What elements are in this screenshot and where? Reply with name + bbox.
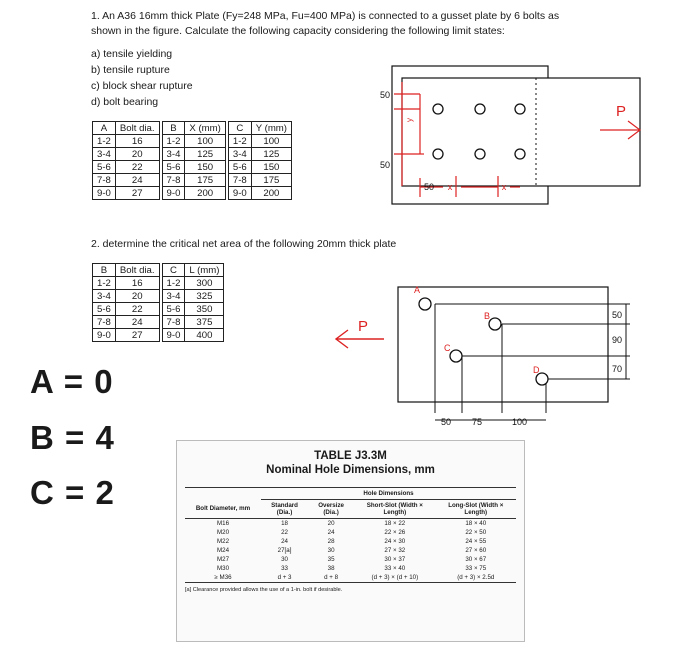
hole-dimensions-header: Hole Dimensions [261, 488, 516, 500]
problem2-cell: 3-4 [93, 290, 116, 303]
problem2-header-cell: L (mm) [185, 264, 224, 277]
problem2-row [93, 290, 224, 303]
aisc-table-row [185, 564, 516, 573]
bolt-hole-1 [433, 104, 443, 114]
problem1-cell: 5-6 [228, 161, 251, 174]
problem1-cell: 22 [115, 161, 159, 174]
aisc-table-title: TABLE J3.3M [314, 450, 387, 462]
problem1-cell: 5-6 [93, 161, 116, 174]
aisc-table-cell: 24 [327, 529, 335, 536]
problem1-cell: 175 [251, 174, 291, 187]
aisc-table-cell: (d + 3) × (d + 10) [371, 574, 419, 581]
problem2-cell: 400 [185, 329, 224, 342]
problem2-cell: 22 [115, 303, 159, 316]
problem1-header-cell: A [93, 122, 116, 135]
problem1-row [93, 148, 292, 161]
connected-plate [402, 78, 640, 186]
load-label-p1: P [615, 103, 627, 120]
aisc-table-cell: d + 3 [277, 574, 292, 581]
problem2-statement: 2. determine the critical net area of the following 20mm thick plate [91, 238, 397, 250]
problem2-cell: 375 [185, 316, 224, 329]
aisc-table-row [185, 537, 516, 546]
answer-a: A = 0 [30, 363, 114, 400]
aisc-table-cell: 28 [327, 538, 335, 545]
aisc-table-cell: 18 × 22 [384, 520, 406, 527]
dim-bottom: 50 [424, 182, 435, 192]
problem1-statement-line1: 1. An A36 16mm thick Plate (Fy=248 MPa, Fu=400 MPa) is connected to a gusset plate by 6 bolts as [91, 10, 560, 22]
problem1-cell: 150 [185, 161, 225, 174]
answer-c: C = 2 [30, 474, 115, 511]
problem1-cell: 175 [185, 174, 225, 187]
problem1-row [93, 161, 292, 174]
problem1-row [93, 135, 292, 148]
problem1-cell: 7-8 [93, 174, 116, 187]
aisc-table-cell: 18 × 40 [465, 520, 487, 527]
bottom-dim-2: 75 [472, 417, 483, 427]
aisc-table-row [185, 555, 516, 564]
aisc-table-subtitle: Nominal Hole Dimensions, mm [266, 464, 435, 476]
aisc-table-cell: ≥ M36 [214, 574, 232, 581]
aisc-table-cell: 30 [327, 547, 335, 554]
aisc-table-cell: M27 [216, 556, 230, 563]
aisc-table-cell: 33 × 75 [465, 565, 487, 572]
aisc-table-row [185, 573, 516, 583]
problem1-cell: 200 [251, 187, 291, 200]
problem1-table [92, 121, 292, 200]
right-dim-2: 90 [612, 335, 623, 345]
bolt-hole-2 [475, 104, 485, 114]
problem2-cell: 325 [185, 290, 224, 303]
problem1-cell: 1-2 [162, 135, 185, 148]
bolt-hole-4 [433, 149, 443, 159]
aisc-table-cell: M16 [216, 520, 230, 527]
problem1-cell: 16 [115, 135, 159, 148]
problem2-cell: 5-6 [93, 303, 116, 316]
problem1-header-cell: Bolt dia. [115, 122, 159, 135]
y-dim-label: y [405, 118, 414, 122]
problem1-bolt-figure [360, 58, 660, 218]
limit-state-d: d) bolt bearing [91, 96, 159, 108]
problem2-header-cell: Bolt dia. [115, 264, 159, 277]
aisc-table-row [185, 519, 516, 529]
problem1-statement-line2: shown in the figure. Calculate the following capacity considering the following limit states: [91, 25, 505, 37]
problem2-cell: 5-6 [162, 303, 185, 316]
problem1-cell: 3-4 [228, 148, 251, 161]
problem2-plate-figure [320, 275, 650, 440]
aisc-table-row [185, 528, 516, 537]
problem1-cell: 7-8 [228, 174, 251, 187]
col-bolt-diameter: Bolt Diameter, mm [195, 505, 251, 513]
aisc-table-cell: 30 [281, 556, 288, 563]
problem1-cell: 3-4 [93, 148, 116, 161]
problem2-cell: 27 [115, 329, 159, 342]
problem1-cell: 100 [251, 135, 291, 148]
bottom-dim-3: 100 [512, 417, 528, 427]
problem1-cell: 150 [251, 161, 291, 174]
bolt-hole-5 [475, 149, 485, 159]
problem2-cell: 9-0 [93, 329, 116, 342]
problem1-cell: 24 [115, 174, 159, 187]
problem1-cell: 27 [115, 187, 159, 200]
col-long-slot: Long-Slot (Width × Length) [448, 502, 504, 516]
aisc-table-cell: 24 [281, 538, 288, 545]
aisc-table-cell: 27 × 32 [384, 547, 406, 554]
aisc-table-cell: 33 × 40 [384, 565, 406, 572]
problem2-row [93, 329, 224, 342]
problem2-header-cell: C [162, 264, 185, 277]
problem2-header-row [93, 264, 224, 277]
aisc-table-cell: 27 × 60 [465, 547, 487, 554]
problem2-cell: 16 [115, 277, 159, 290]
problem2-cell: 20 [115, 290, 159, 303]
aisc-table-cell: M22 [216, 538, 230, 545]
aisc-table-cell: 22 × 26 [384, 529, 406, 536]
problem1-cell: 20 [115, 148, 159, 161]
aisc-table-cell: 18 [281, 520, 288, 527]
problem2-cell: 9-0 [162, 329, 185, 342]
limit-state-b: b) tensile rupture [91, 64, 170, 76]
problem2-header-cell: B [93, 264, 116, 277]
problem2-cell: 3-4 [162, 290, 185, 303]
problem2-cell: 7-8 [162, 316, 185, 329]
problem1-header-cell: B [162, 122, 185, 135]
problem2-row [93, 316, 224, 329]
problem2-row [93, 303, 224, 316]
problem1-header-cell: C [228, 122, 251, 135]
problem1-header-cell: Y (mm) [251, 122, 291, 135]
problem2-table [92, 263, 224, 342]
load-label-p2: P [358, 318, 369, 335]
aisc-table-cell: 22 × 50 [465, 529, 487, 536]
hole-label-d: D [533, 365, 540, 375]
bolt-hole-3 [515, 104, 525, 114]
hole-a [419, 298, 431, 310]
problem1-row [93, 174, 292, 187]
aisc-table-cell: 20 [327, 520, 335, 527]
problem1-header-row [93, 122, 292, 135]
aisc-table-cell: M24 [216, 547, 230, 554]
aisc-table-cell: M20 [216, 529, 230, 536]
problem1-cell: 100 [185, 135, 225, 148]
aisc-table-cell: 38 [327, 565, 335, 572]
problem1-cell: 1-2 [228, 135, 251, 148]
bottom-dim-1: 50 [441, 417, 452, 427]
problem1-cell: 125 [251, 148, 291, 161]
problem1-cell: 200 [185, 187, 225, 200]
dim-mid: 50 [380, 160, 391, 170]
dim-top: 50 [380, 90, 391, 100]
aisc-table-cell: 30 × 67 [465, 556, 487, 563]
hole-b [489, 318, 501, 330]
limit-state-a: a) tensile yielding [91, 48, 173, 60]
aisc-table-cell: (d + 3) × 2.5d [457, 574, 495, 581]
aisc-table-cell: 35 [327, 556, 335, 563]
problem1-cell: 125 [185, 148, 225, 161]
problem1-cell: 9-0 [228, 187, 251, 200]
problem2-cell: 24 [115, 316, 159, 329]
problem2-cell: 300 [185, 277, 224, 290]
col-short-slot: Short-Slot (Width × Length) [366, 502, 423, 516]
problem2-cell: 7-8 [93, 316, 116, 329]
hole-c [450, 350, 462, 362]
x-dim-label-1: x [447, 182, 453, 192]
hole-label-a: A [414, 285, 421, 295]
problem1-cell: 7-8 [162, 174, 185, 187]
col-oversize: Oversize (Dia.) [318, 502, 345, 516]
problem1-cell: 3-4 [162, 148, 185, 161]
hole-label-c: C [444, 343, 451, 353]
limit-state-c: c) block shear rupture [91, 80, 193, 92]
aisc-hole-table [185, 487, 516, 583]
problem1-cell: 1-2 [93, 135, 116, 148]
aisc-table-cell: 24 × 55 [465, 538, 487, 545]
bolt-hole-6 [515, 149, 525, 159]
x-dim-label-2: x [501, 182, 507, 192]
right-dim-1: 50 [612, 310, 623, 320]
aisc-table-panel [176, 440, 525, 642]
problem2-row [93, 277, 224, 290]
problem1-row [93, 187, 292, 200]
aisc-table-cell: M30 [216, 565, 230, 572]
aisc-table-row [185, 546, 516, 555]
hole-label-b: B [484, 311, 491, 321]
problem2-cell: 350 [185, 303, 224, 316]
aisc-footnote: [a] Clearance provided allows the use of a 1-in. bolt if desirable. [185, 587, 343, 593]
answer-b: B = 4 [30, 419, 115, 456]
problem1-cell: 9-0 [93, 187, 116, 200]
aisc-table-cell: 24 × 30 [384, 538, 406, 545]
aisc-table-cell: 33 [281, 565, 288, 572]
aisc-table-cell: 22 [281, 529, 288, 536]
problem2-cell: 1-2 [162, 277, 185, 290]
col-standard: Standard (Dia.) [271, 502, 298, 516]
right-dim-3: 70 [612, 364, 623, 374]
problem2-cell: 1-2 [93, 277, 116, 290]
problem1-cell: 9-0 [162, 187, 185, 200]
problem1-header-cell: X (mm) [185, 122, 225, 135]
aisc-table-cell: 30 × 37 [384, 556, 406, 563]
problem1-cell: 5-6 [162, 161, 185, 174]
aisc-table-cell: d + 8 [324, 574, 339, 581]
aisc-table-cell: 27[a] [277, 547, 292, 554]
